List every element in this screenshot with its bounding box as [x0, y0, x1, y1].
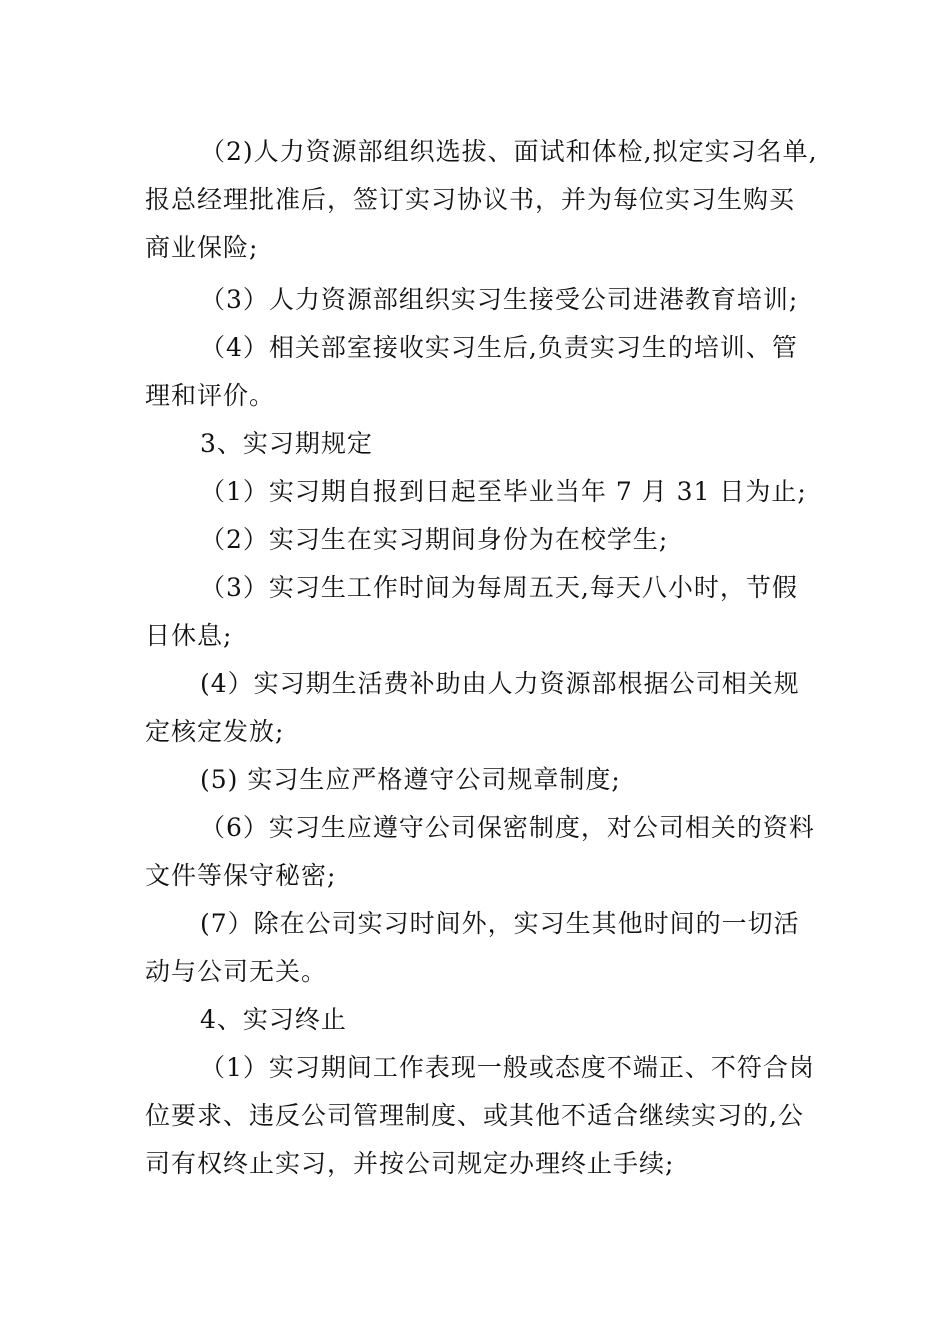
paragraph-line: （2)人力资源部组织选拔、面试和体检,拟定实习名单, [200, 137, 818, 166]
paragraph-line: (7）除在公司实习时间外，实习生其他时间的一切活 [200, 909, 800, 938]
paragraph-line: 理和评价。 [145, 381, 276, 410]
paragraph-line: （6）实习生应遵守公司保密制度，对公司相关的资料 [200, 813, 815, 842]
paragraph-line: （2）实习生在实习期间身份为在校学生; [200, 525, 669, 554]
paragraph-line: 商业保险; [145, 233, 259, 262]
paragraph-line: 定核定发放; [145, 717, 285, 746]
section-heading: 3、实习期规定 [200, 429, 373, 458]
paragraph-line: 日休息; [145, 621, 233, 650]
paragraph-line: （3）实习生工作时间为每周五天,每天八小时，节假 [200, 573, 798, 602]
paragraph-line: （1）实习期间工作表现一般或态度不端正、不符合岗 [200, 1053, 815, 1082]
paragraph-line: (5) 实习生应严格遵守公司规章制度; [200, 765, 621, 794]
paragraph-line: 动与公司无关。 [145, 957, 328, 986]
paragraph-line: 文件等保守秘密; [145, 861, 337, 890]
paragraph-line: (4）实习期生活费补助由人力资源部根据公司相关规 [200, 669, 800, 698]
paragraph-line: （4）相关部室接收实习生后,负责实习生的培训、管 [200, 333, 798, 362]
paragraph-line: 报总经理批准后，签订实习协议书，并为每位实习生购买 [145, 185, 796, 214]
paragraph-line: （1）实习期自报到日起至毕业当年 7 月 31 日为止; [200, 477, 807, 506]
paragraph-line: （3）人力资源部组织实习生接受公司进港教育培训; [200, 285, 799, 314]
paragraph-line: 位要求、违反公司管理制度、或其他不适合继续实习的,公 [145, 1101, 804, 1130]
section-heading: 4、实习终止 [200, 1005, 347, 1034]
paragraph-line: 司有权终止实习，并按公司规定办理终止手续; [145, 1149, 675, 1178]
